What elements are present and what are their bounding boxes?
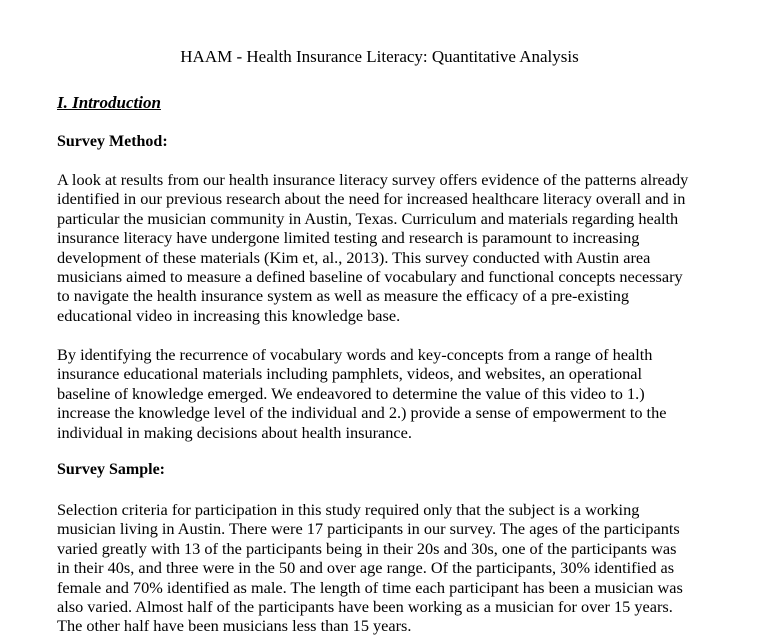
paragraph-line: particular the musician community in Austin, Texas. Curriculum and materials regarding health: [57, 208, 679, 228]
section-heading-introduction: I. Introduction: [57, 93, 161, 112]
paragraph-line: individual in making decisions about health insurance.: [57, 422, 412, 442]
paragraph-line: development of these materials (Kim et, al., 2013). This survey conducted with Austin area: [57, 247, 651, 267]
subheading-survey-method: Survey Method:: [57, 133, 168, 150]
paragraph-line: educational video in increasing this knowledge base.: [57, 305, 401, 325]
subheading-survey-sample: Survey Sample:: [57, 461, 165, 478]
paragraph-line: in their 40s, and three were in the 50 and over age range. Of the participants, 30% identified as: [57, 558, 675, 578]
paragraph-line: insurance educational materials including pamphlets, videos, and websites, an operational: [57, 364, 643, 384]
paragraph-line: By identifying the recurrence of vocabulary words and key-concepts from a range of health: [57, 345, 653, 364]
paragraph-line: to navigate the health insurance system as well as measure the efficacy of a pre-existing: [57, 286, 630, 306]
paragraph-line: insurance literacy have undergone limited testing and research is paramount to increasing: [57, 228, 640, 248]
paragraph-line: varied greatly with 13 of the participants being in their 20s and 30s, one of the participants was: [57, 538, 677, 558]
paragraph-line: The other half have been musicians less than 15 years.: [57, 616, 412, 636]
paragraph-line: baseline of knowledge emerged. We endeavored to determine the value of this video to 1.): [57, 383, 645, 403]
paragraph-line: also varied. Almost half of the participants have been working as a musician for over 15 years.: [57, 597, 673, 617]
paragraph-line: musicians aimed to measure a defined baseline of vocabulary and functional concepts necessary: [57, 267, 683, 287]
paragraph-line: identified in our previous research about the need for increased healthcare literacy overall and in: [57, 189, 686, 209]
paragraph-survey-sample: [57, 500, 707, 636]
document-title: HAAM - Health Insurance Literacy: Quantitative Analysis: [180, 47, 579, 66]
paragraph-survey-method: [57, 170, 707, 325]
paragraph-line: female and 70% identified as male. The length of time each participant has been a musician was: [57, 577, 683, 597]
paragraph-line: Selection criteria for participation in this study required only that the subject is a working: [57, 500, 640, 519]
paragraph-line: A look at results from our health insurance literacy survey offers evidence of the patterns already: [57, 170, 689, 189]
paragraph-line: increase the knowledge level of the individual and 2.) provide a sense of empowerment to the: [57, 403, 667, 423]
paragraph-line: musician living in Austin. There were 17 participants in our survey. The ages of the participants: [57, 519, 680, 539]
paragraph-key-concepts: [57, 345, 707, 442]
